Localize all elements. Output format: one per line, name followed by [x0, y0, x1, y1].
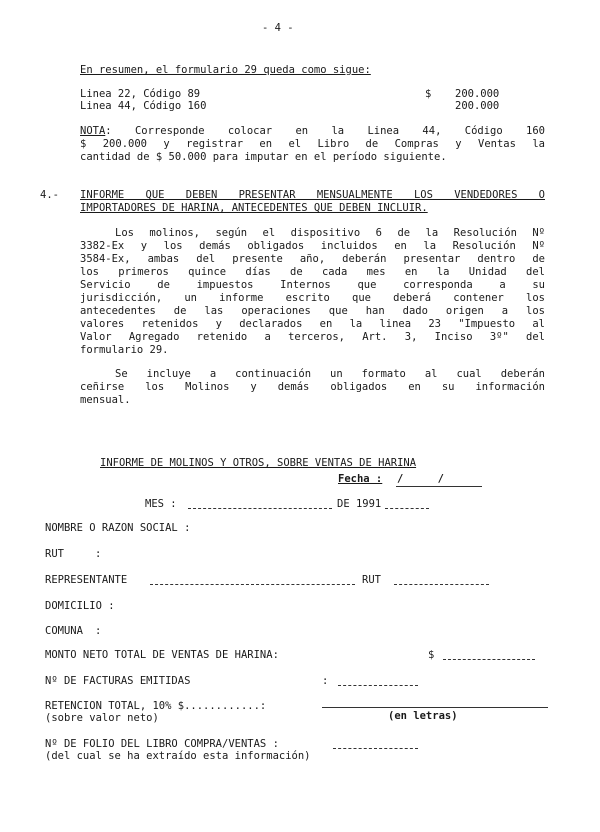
representante-label: REPRESENTANTE: [45, 574, 128, 586]
nota-text: : Corresponde colocar en la Linea 44, Código 160: [105, 125, 545, 137]
de-label: DE 1991: [337, 498, 382, 510]
comuna-colon: :: [95, 625, 102, 637]
para1-line: los primeros quince días de cada mes en la Unidad del: [80, 266, 545, 278]
para2-line: ceñirse los Molinos y demás obligados en su información: [80, 381, 545, 393]
para1-line: jurisdicción, un informe escrito que deberá contener los: [80, 292, 545, 304]
retencion-sub: (sobre valor neto): [45, 712, 159, 724]
para1-line: 3382-Ex y los demás obligados incluidos en la Resolución Nº: [80, 240, 545, 252]
section-title-line-2: IMPORTADORES DE HARINA, ANTECEDENTES QUE DEBEN INCLUIR.: [80, 202, 428, 214]
monto-currency: $: [428, 649, 435, 661]
folio-sub: (del cual se ha extraído esta información): [45, 750, 311, 762]
domicilio-label: DOMICILIO :: [45, 600, 115, 612]
page-number: - 4 -: [262, 22, 294, 34]
nombre-label: NOMBRE O RAZON SOCIAL :: [45, 522, 191, 534]
para1-line: Servicio de impuestos Internos que corresponda a su: [80, 279, 545, 291]
summary-line-amount: 200.000: [455, 88, 500, 100]
rut2-label: RUT: [362, 574, 381, 586]
monto-label: MONTO NETO TOTAL DE VENTAS DE HARINA:: [45, 649, 279, 661]
retencion-field[interactable]: [322, 707, 548, 708]
summary-line-amount: 200.000: [455, 100, 500, 112]
summary-line-label: Linea 44, Código 160: [80, 100, 207, 112]
rut2-field[interactable]: [394, 584, 489, 585]
fecha-label: Fecha :: [338, 473, 383, 485]
facturas-label: Nº DE FACTURAS EMITIDAS: [45, 675, 191, 687]
nota-label: NOTA: [80, 125, 106, 137]
nota-line-2: $ 200.000 y registrar en el Libro de Compras y Ventas la: [80, 138, 545, 150]
representante-field[interactable]: [150, 584, 355, 585]
para1-line: 3584-Ex, ambas del presente año, deberán presentar dentro de: [80, 253, 545, 265]
mes-field[interactable]: [188, 508, 332, 509]
fecha-underline: [396, 486, 482, 487]
para1-line: antecedentes de las operaciones que han dado origen a los: [80, 305, 545, 317]
para1-line: formulario 29.: [80, 344, 169, 356]
section-title-line-1: INFORME QUE DEBEN PRESENTAR MENSUALMENTE LOS VENDEDORES O: [80, 189, 545, 201]
para2-line: mensual.: [80, 394, 131, 406]
comuna-label: COMUNA: [45, 625, 83, 637]
section-number: 4.-: [40, 189, 59, 201]
summary-heading: En resumen, el formulario 29 queda como sigue:: [80, 64, 371, 76]
para1-line: Valor Agregado retenido a terceros, Art. 3, Inciso 3º" del: [80, 331, 545, 343]
para1-line: valores retenidos y declarados en la linea 23 "Impuesto al: [80, 318, 545, 330]
mes-label: MES :: [145, 498, 177, 510]
folio-field[interactable]: [333, 748, 418, 749]
en-letras-label: (en letras): [388, 710, 458, 722]
form-title: INFORME DE MOLINOS Y OTROS, SOBRE VENTAS DE HARINA: [100, 457, 417, 469]
fecha-blank: / /: [397, 473, 458, 485]
folio-label: Nº DE FOLIO DEL LIBRO COMPRA/VENTAS :: [45, 738, 279, 750]
retencion-label: RETENCION TOTAL, 10% $............:: [45, 700, 267, 712]
year-suffix-field[interactable]: [385, 508, 429, 509]
nota-line-3: cantidad de $ 50.000 para imputar en el período siguiente.: [80, 151, 447, 163]
rut-colon: :: [95, 548, 102, 560]
para2-line: Se incluye a continuación un formato al cual deberán: [115, 368, 545, 380]
monto-field[interactable]: [443, 659, 535, 660]
facturas-field[interactable]: [338, 685, 418, 686]
facturas-colon: :: [322, 675, 329, 687]
summary-line-currency: $: [425, 88, 432, 100]
para1-line: Los molinos, según el dispositivo 6 de la Resolución Nº: [115, 227, 545, 239]
summary-line-label: Linea 22, Código 89: [80, 88, 201, 100]
rut-label: RUT: [45, 548, 64, 560]
